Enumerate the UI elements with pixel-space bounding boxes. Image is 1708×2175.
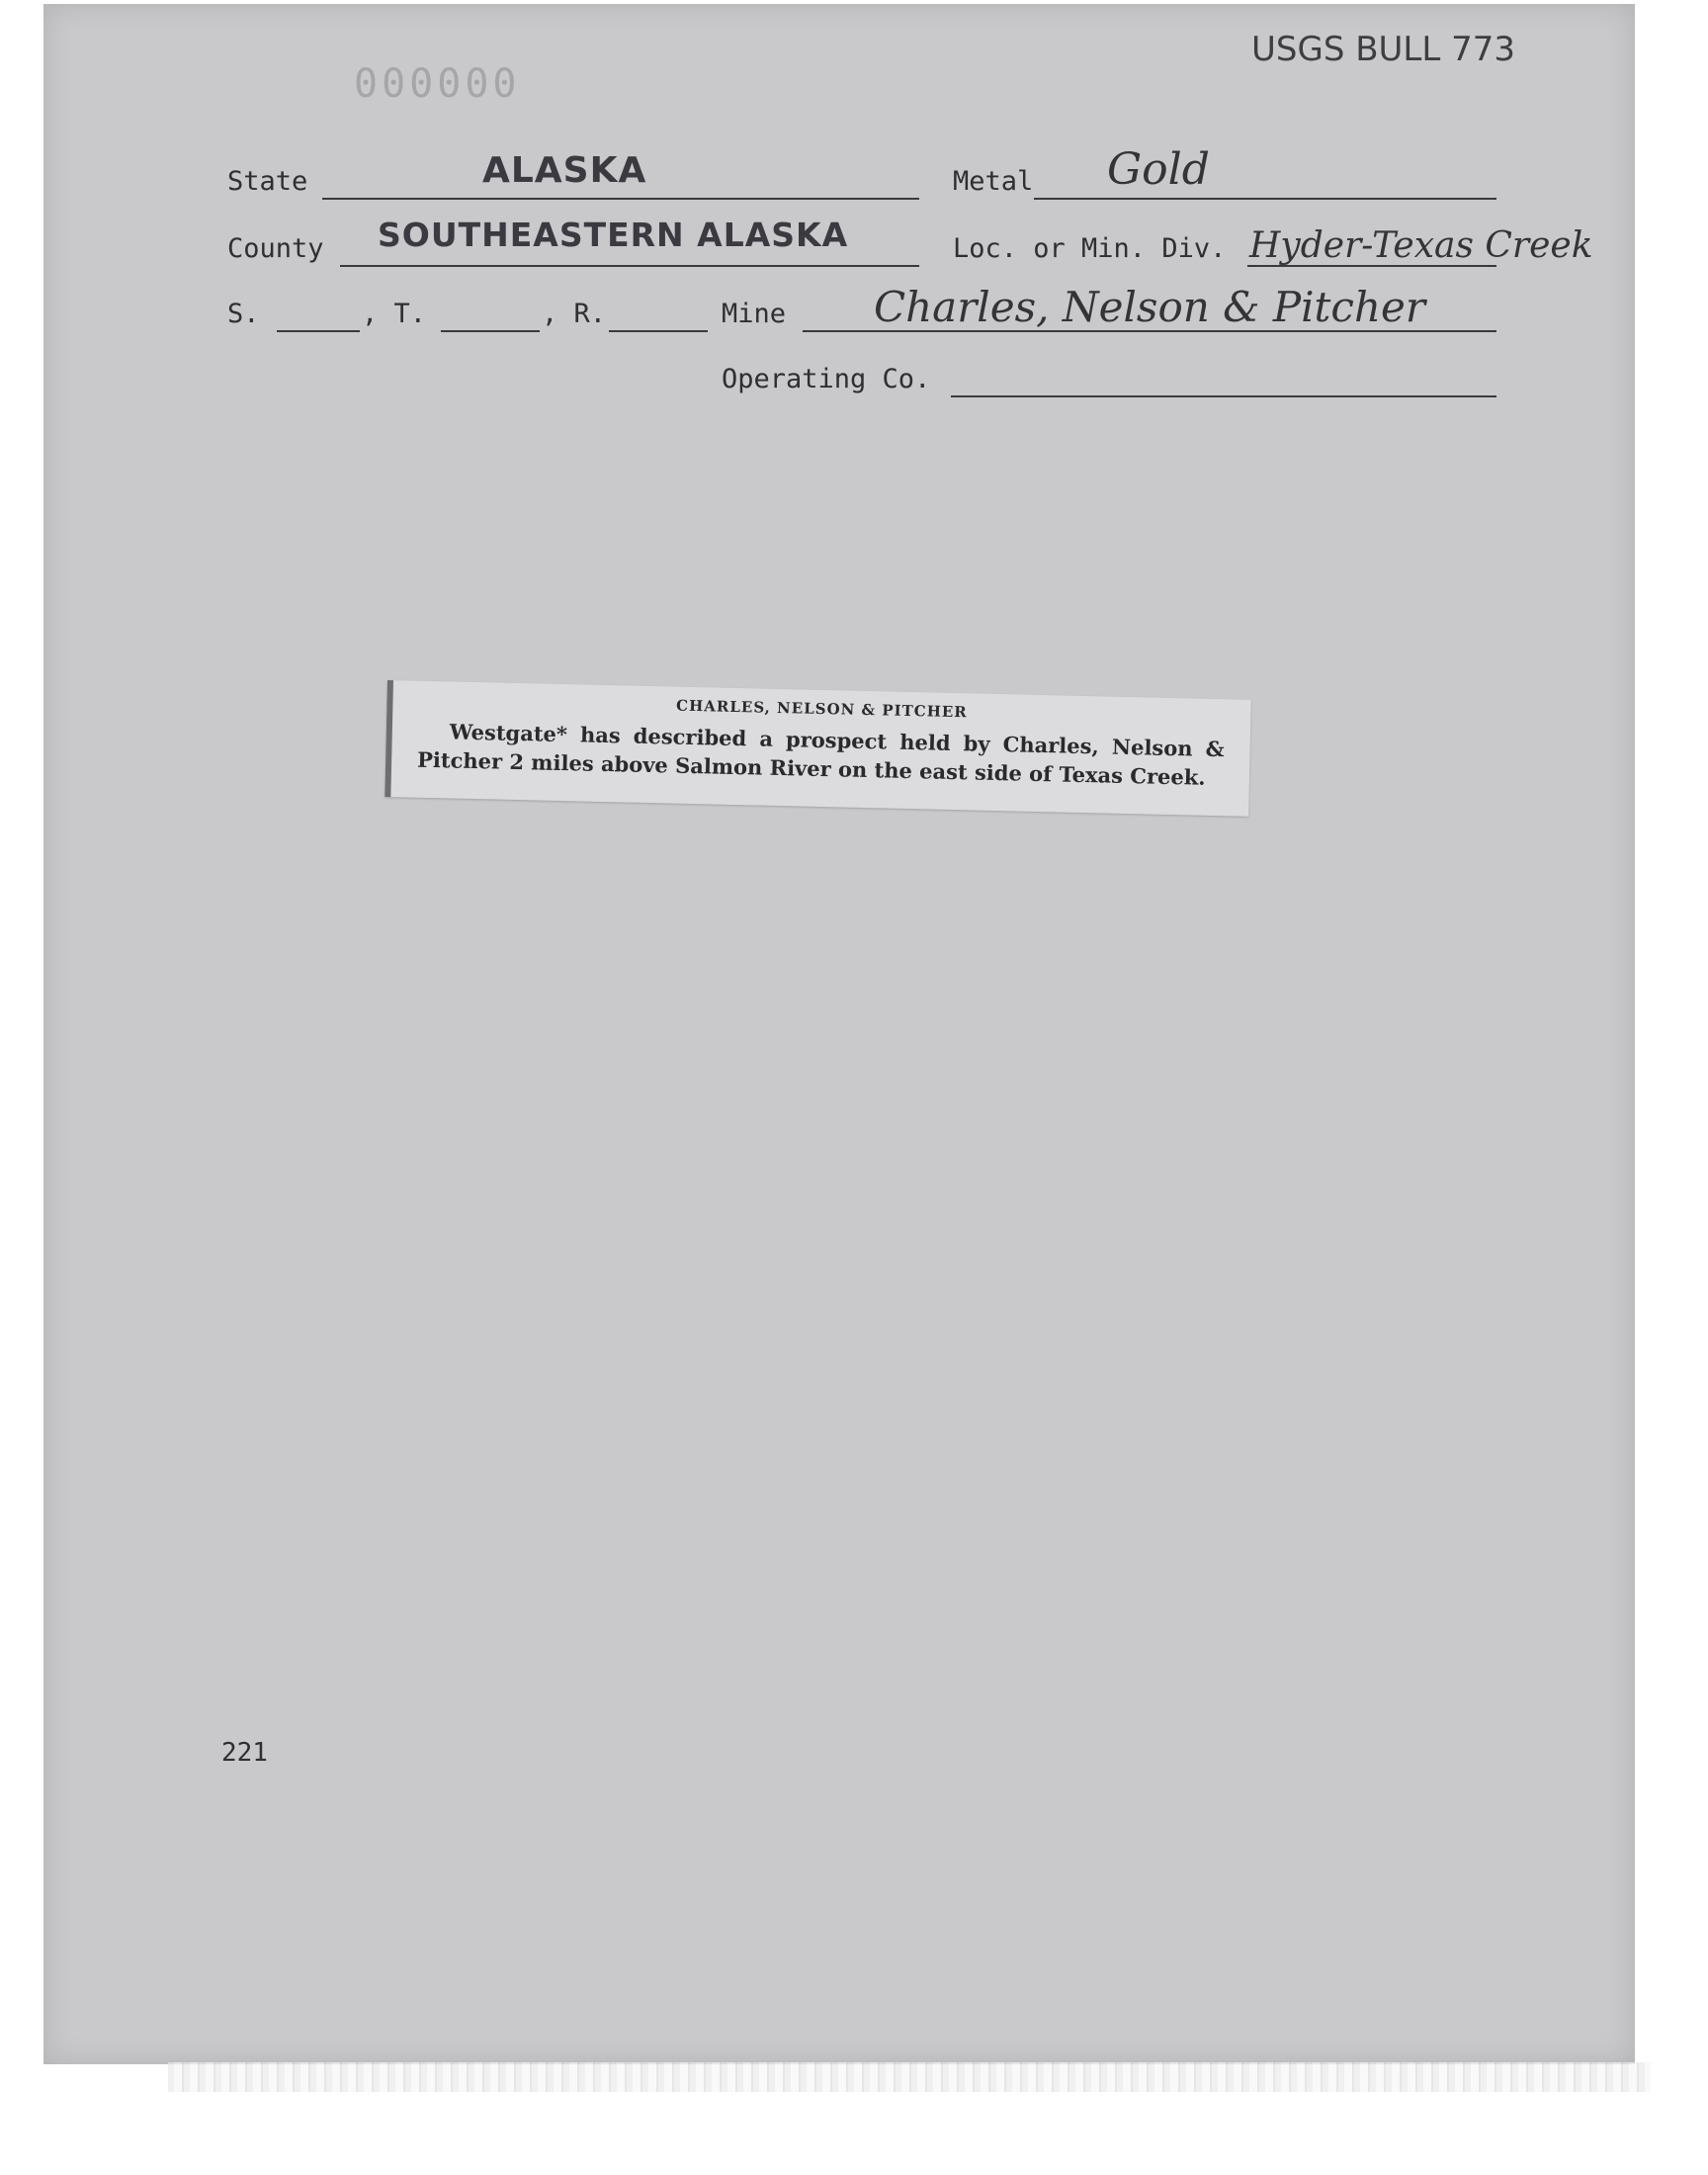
bulletin-reference: USGS BULL 773 (1251, 30, 1516, 69)
mine-label: Mine (722, 299, 787, 329)
state-label: State (227, 166, 308, 197)
faint-serial-number: 000000 (354, 61, 521, 107)
loc-value: Hyder-Texas Creek (1249, 225, 1593, 266)
state-line (322, 198, 919, 200)
section-label: S. (227, 299, 260, 329)
township-line (441, 330, 540, 332)
county-line (340, 265, 919, 267)
loc-label: Loc. or Min. Div. (953, 233, 1227, 264)
state-value: ALASKA (482, 150, 647, 191)
county-label: County (227, 233, 324, 264)
metal-value: Gold (1107, 144, 1210, 195)
county-value: SOUTHEASTERN ALASKA (378, 216, 849, 254)
clipping-body: Westgate* has described a prospect held by Charles, Nelson & Pitcher 2 miles above Salmon River on the east side of Texas Creek. (416, 719, 1225, 790)
scan-edge-strip (168, 2062, 1651, 2092)
page-number: 221 (221, 1738, 268, 1768)
operating-co-line (951, 395, 1496, 397)
clipping-heading: CHARLES, NELSON & PITCHER (675, 696, 968, 722)
range-line (609, 330, 708, 332)
range-label: , R. (542, 299, 607, 329)
township-label: , T. (362, 299, 427, 329)
section-line (277, 330, 360, 332)
metal-label: Metal (953, 166, 1034, 197)
operating-co-label: Operating Co. (722, 364, 931, 394)
newspaper-clipping (384, 680, 1250, 817)
mine-value: Charles, Nelson & Pitcher (874, 283, 1425, 331)
metal-line (1034, 198, 1496, 200)
